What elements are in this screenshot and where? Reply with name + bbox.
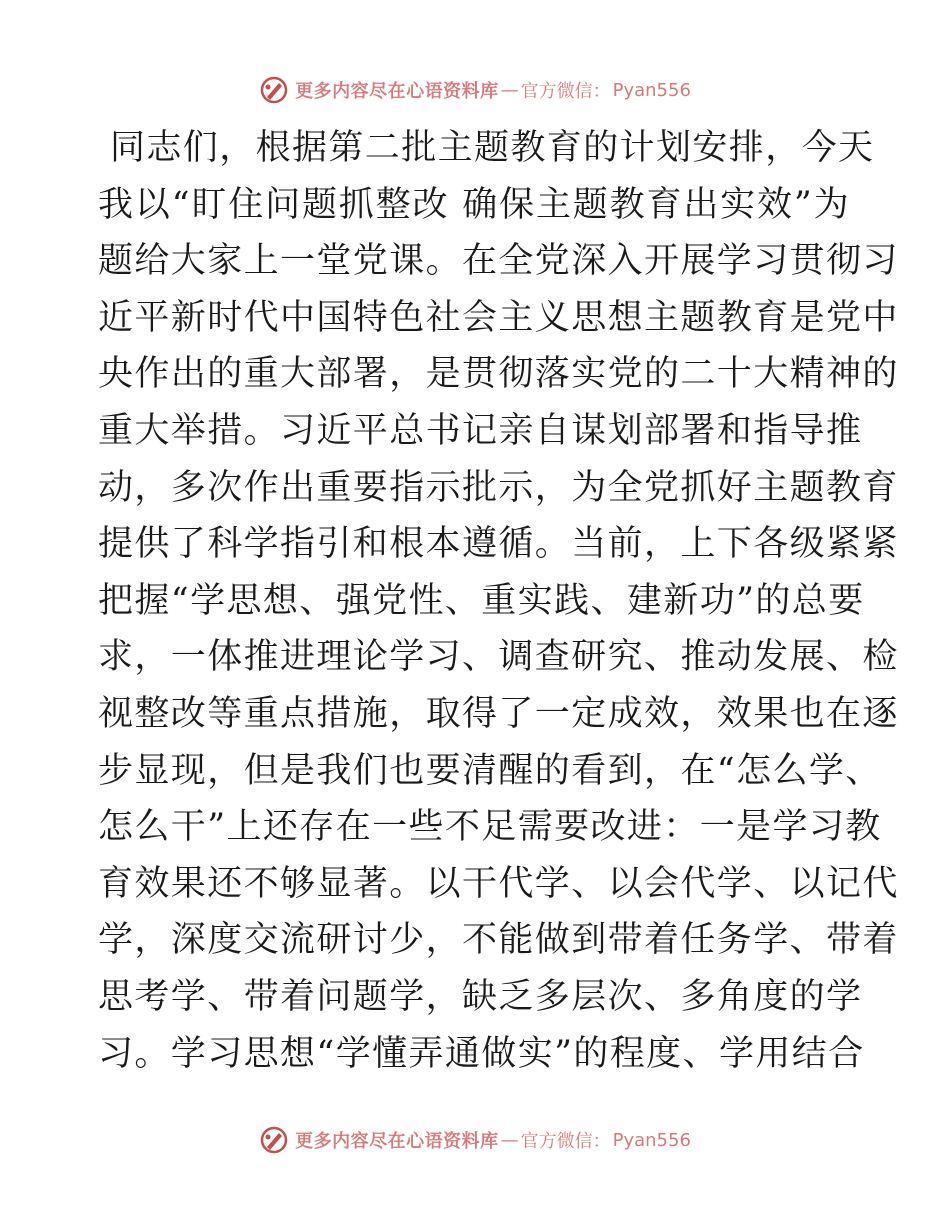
body-line: 提供了科学指引和根本遵循。当前，上下各级紧紧 [98,524,899,565]
banner-title: 更多内容尽在心语资料库 [295,81,499,102]
banner-wechat-label: 官方微信： [520,81,611,102]
body-line: 求，一体推进理论学习、调查研究、推动发展、检 [98,637,899,678]
body-line: 题给大家上一堂党课。在全党深入开展学习贯彻习 [98,241,899,282]
body-line: 思考学、带着问题学，缺乏多层次、多角度的学 [98,976,863,1017]
body-line: 育效果还不够显著。以干代学、以会代学、以记代 [98,863,899,904]
body-line: 视整改等重点措施，取得了一定成效，效果也在逐 [98,693,899,734]
banner-wechat-id: Pyan556 [612,1129,691,1151]
body-line: 近平新时代中国特色社会主义思想主题教育是党中 [98,297,899,338]
body-line: 习。学习思想“学懂弄通做实”的程度、学用结合 [98,1033,865,1074]
document-body [98,120,899,1082]
body-line: 重大举措。习近平总书记亲自谋划部署和指导推 [98,410,863,451]
banner-separator: — [500,79,519,101]
body-line: 我以“盯住问题抓整改 确保主题教育出实效”为 [98,184,850,225]
body-line: 动，多次作出重要指示批示，为全党抓好主题教育 [98,467,899,508]
body-line: 步显现，但是我们也要清醒的看到，在“怎么学、 [98,750,882,791]
body-line: 怎么干”上还存在一些不足需要改进：一是学习教 [98,807,882,848]
banner-wechat-label: 官方微信： [520,1131,611,1152]
body-line: 央作出的重大部署，是贯彻落实党的二十大精神的 [98,354,899,395]
banner-separator: — [500,1129,519,1151]
library-logo-icon [259,75,289,105]
body-line: 同志们，根据第二批主题教育的计划安排，今天 [110,128,875,168]
header-banner [0,70,950,110]
banner-wechat-id: Pyan556 [612,79,691,101]
body-line: 学，深度交流研讨少，不能做到带着任务学、带着 [98,920,899,961]
library-logo-icon [259,1125,289,1155]
body-line: 把握“学思想、强党性、重实践、建新功”的总要 [98,580,865,621]
footer-banner [0,1120,950,1160]
banner-title: 更多内容尽在心语资料库 [295,1131,499,1152]
